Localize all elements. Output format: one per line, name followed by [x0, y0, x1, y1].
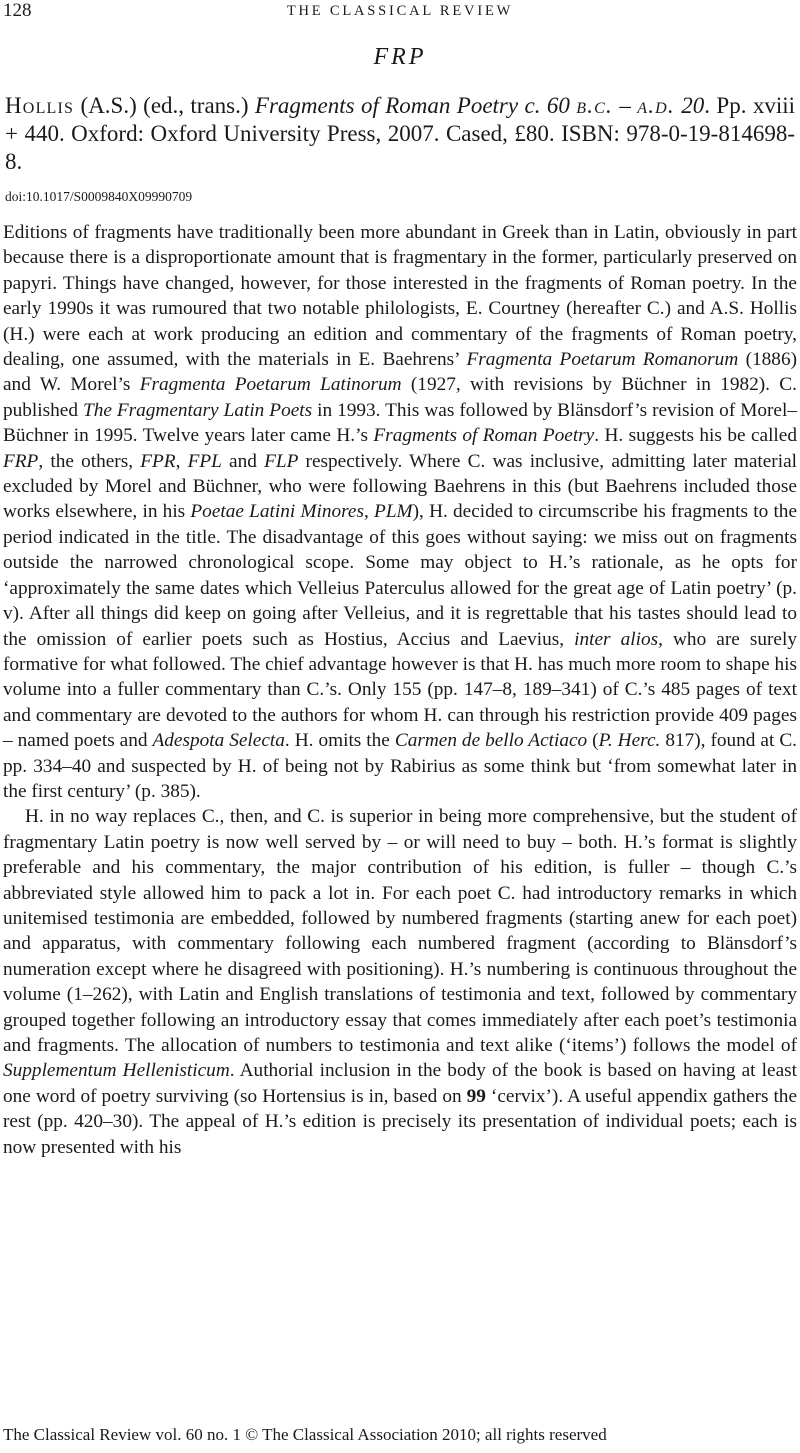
copyright-footer: The Classical Review vol. 60 no. 1 © The Classical Association 2010; all rights reserved: [3, 1425, 607, 1444]
citation-header: [5, 92, 795, 176]
section-title: FRP: [373, 44, 427, 70]
era-ad: a.d.: [637, 93, 675, 118]
doi-link[interactable]: doi:10.1017/S0009840X09990709: [5, 189, 193, 204]
title-dash: –: [612, 93, 638, 118]
review-body: [3, 220, 797, 1160]
page-number: 128: [3, 0, 32, 21]
journal-name: THE CLASSICAL REVIEW: [286, 3, 514, 19]
running-head: [0, 0, 800, 24]
publication-details: . Pp. xviii + 440. Oxford: Oxford University Press, 2007. Cased, £80. ISBN: 978-0-19-814698-8.: [5, 93, 796, 174]
year-end: 20: [681, 93, 705, 118]
era-bc: b.c.: [576, 93, 613, 118]
editor-role: (ed., trans.): [143, 93, 249, 118]
paragraph-1: Editions of fragments have traditionally been more abundant in Greek than in Latin, obviously in part because there is a disproportionate amount that is fragmentary in the former, particularly preserved on papyri. Things have changed, however, for those interested in the fragments of Roman poetry. In the early 1990s it was rumoured that two notable philologists, E. Courtney (hereafter C.) and A.S. Hollis (H.) were each at work producing an edition and commentary of the fragments of Roman poetry, dealing, one assumed, with the materials in E. Baehrens’ Fragmenta Poetarum Romanorum (1886) and W. Morel’s Fragmenta Poetarum Latinorum (1927, with revisions by Büchner in 1982). C. published The Fragmentary Latin Poets in 1993. This was followed by Blänsdorf’s revision of Morel–Büchner in 1995. Twelve years later came H.’s Fragments of Roman Poetry. H. suggests his be called FRP, the others, FPR, FPL and FLP respectively. Where C. was inclusive, admitting later material excluded by Morel and Büchner, who were following Baehrens in this (but Baehrens included those works elsewhere, in his Poetae Latini Minores, PLM), H. decided to circumscribe his fragments to the period indicated in the title. The disadvantage of this goes without saying: we miss out on fragments outside the narrowed chronological scope. Some may object to H.’s rationale, as he opts for ‘approximately the same dates which Velleius Paterculus allowed for the great age of Latin poetry’ (p. v). After all things did keep on going after Velleius, and it is regrettable that his tastes should lead to the omission of earlier poets such as Hostius, Accius and Laevius, inter alios, who are surely formative for what followed. The chief advantage however is that H. has much more room to shape his volume into a fuller commentary than C.’s. Only 155 (pp. 147–8, 189–341) of C.’s 485 pages of text and commentary are devoted to the authors for whom H. can through his restriction provide 409 pages – named poets and Adespota Selecta. H. omits the Carmen de bello Actiaco (P. Herc. 817), found at C. pp. 334–40 and suspected by H. of being not by Rabirius as some think but ‘from somewhat later in the first century’ (p. 385).: [3, 222, 798, 802]
author-name: Hollis: [5, 93, 75, 118]
paragraph-2: H. in no way replaces C., then, and C. is superior in being more comprehensive, but the student of fragmentary Latin poetry is now well served by – or will need to buy – both. H.’s format is slightly preferable and his commentary, the major contribution of his edition, is fuller – though C.’s abbreviated style allowed him to pack a lot in. For each poet C. had introductory remarks in which unitemised testimonia are embedded, followed by numbered fragments (starting anew for each poet) and apparatus, with commentary following each numbered fragment (according to Blänsdorf’s numeration except where he disagreed with positioning). H.’s numbering is continuous throughout the volume (1–262), with Latin and English translations of testimonia and text, followed by commentary grouped together following an introductory essay that comes immediately after each poet’s testimonia and fragments. The allocation of numbers to testimonia and text alike (‘items’) follows the model of Supplementum Hellenisticum. Authorial inclusion in the body of the book is based on having at least one word of poetry surviving (so Hortensius is in, based on 99 ‘cervix’). A useful appendix gathers the rest (pp. 420–30). The appeal of H.’s edition is precisely its presentation of individual poets; each is now presented with his: [3, 806, 797, 1158]
book-title: Fragments of Roman Poetry c. 60 b.c. – a.d. 20: [254, 93, 705, 118]
author-initials: (A.S.): [80, 93, 137, 118]
